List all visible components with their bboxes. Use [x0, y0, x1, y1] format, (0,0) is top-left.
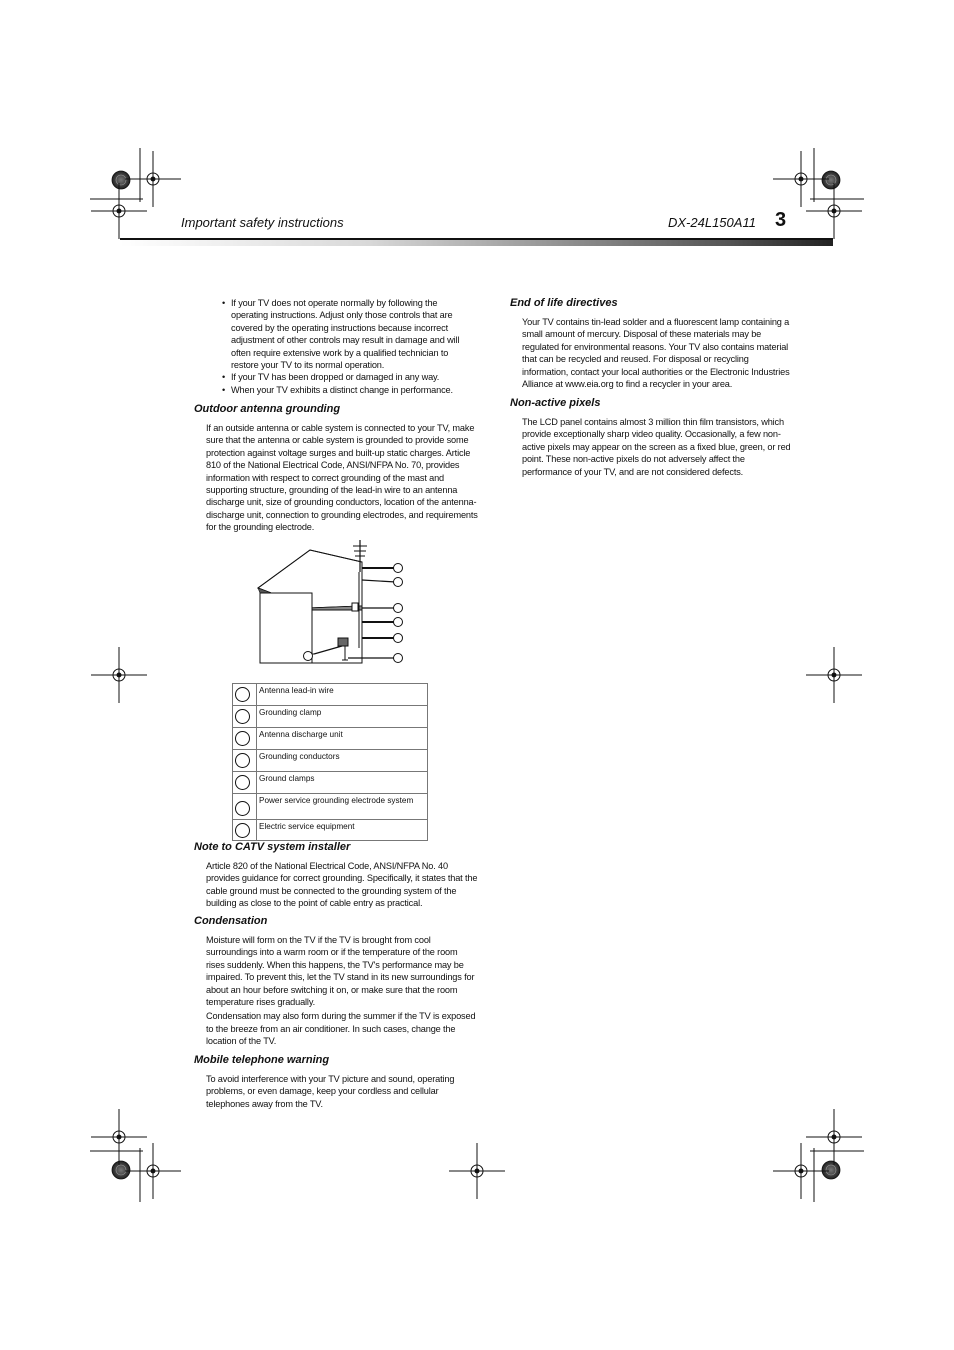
section-heading: Mobile telephone warning — [194, 1054, 330, 1066]
legend-label: Grounding conductors — [257, 750, 428, 772]
section-body: Moisture will form on the TV if the TV is brought from cool surroundings into a warm room or if the temperature of the room rises suddenly. When this happens, the TV's performance may be impaired. To prevent this, let the TV stand in its new surroundings for about an hour before switching it on, or make sure that the room temperature rises gradually. — [206, 935, 475, 1008]
table-row — [233, 750, 428, 772]
section-heading: Note to CATV system installer — [194, 841, 351, 853]
mobile-warning-section — [194, 1054, 478, 1110]
section-body: Your TV contains tin-lead solder and a fluorescent lamp containing a small amount of mercury. Disposal of these materials may be regulated for environmental reasons. Your TV also contains material that can be recycled and reused. For disposal or recycling information, contact your local authorities or the Electronic Industries Alliance at www.eia.org to find a recycler in your area. — [522, 317, 790, 390]
list-item: • If your TV does not operate normally by following the operating instructions. Adjust only those controls that are covered by the operating instructions because incorrect adjustment of other controls may result in damage and will often require extensive work by a qualified technician to restore your TV to its normal operation. — [222, 297, 476, 371]
section-heading: Condensation — [194, 915, 268, 927]
end-of-life-section — [510, 297, 794, 390]
legend-label: Electric service equipment — [257, 820, 428, 841]
table-row — [233, 706, 428, 728]
callout-circle — [235, 801, 250, 816]
section-title: Important safety instructions — [181, 215, 344, 230]
section-heading: Non-active pixels — [510, 397, 601, 409]
table-row — [233, 772, 428, 794]
catv-section — [194, 841, 478, 910]
legend-label: Antenna discharge unit — [257, 728, 428, 750]
legend-label: Ground clamps — [257, 772, 428, 794]
section-body: Condensation may also form during the summer if the TV is exposed to the breeze from an air conditioner. In such cases, change the location of the TV. — [206, 1011, 476, 1047]
diagram-legend-table — [232, 683, 428, 841]
antenna-grounding-diagram — [250, 538, 410, 668]
section-body: Article 820 of the National Electrical Code, ANSI/NFPA No. 40 provides guidance for correct grounding. Specifically, it states that the cable ground must be connected to the grounding system of the building as close to the point of cable entry as practical. — [206, 861, 478, 909]
legend-label: Grounding clamp — [257, 706, 428, 728]
outdoor-antenna-section — [194, 403, 478, 534]
table-row — [233, 794, 428, 820]
table-row — [233, 684, 428, 706]
callout-circle — [235, 775, 250, 790]
callout-circle — [235, 823, 250, 838]
section-heading: Outdoor antenna grounding — [194, 403, 341, 415]
callout-circle — [235, 687, 250, 702]
section-heading: End of life directives — [510, 297, 618, 309]
callout-circle — [235, 709, 250, 724]
section-body: If an outside antenna or cable system is connected to your TV, make sure that the antenna or cable system is grounded to provide some protection against voltage surges and built-up static charges. Article 810 of the National Electrical Code, ANSI/NFPA No. 70, provides information with respect to correct grounding of the mast and supporting structure, grounding of the lead-in wire to an antenna discharge unit, size of grounding conductors, location of the antenna-discharge unit, connection to grounding electrodes, and requirements for the grounding electrode. — [206, 423, 478, 533]
legend-label: Antenna lead-in wire — [257, 684, 428, 706]
callout-circle — [235, 731, 250, 746]
callout-circle — [235, 753, 250, 768]
bullet-list — [222, 297, 476, 396]
page-number: 3 — [775, 209, 787, 231]
section-body: To avoid interference with your TV picture and sound, operating problems, or even damage, keep your cordless and cellular telephones away from the TV. — [206, 1074, 455, 1109]
table-row — [233, 728, 428, 750]
non-active-pixels-section — [510, 397, 794, 478]
header-rule-line — [120, 238, 833, 240]
model-number: DX-24L150A11 — [668, 215, 756, 230]
list-item: • If your TV has been dropped or damaged in any way. — [222, 371, 476, 383]
list-item: • When your TV exhibits a distinct change in performance. — [222, 384, 476, 396]
table-row — [233, 820, 428, 841]
section-body: The LCD panel contains almost 3 million thin film transistors, which provide exceptionally sharp video quality. Occasionally, a few non-active pixels may appear on the screen as a fixed blue, green, or red point. These non-active pixels do not adversely affect the performance of your TV, and are not considered defects. — [522, 417, 791, 477]
legend-label: Power service grounding electrode system — [257, 794, 428, 820]
condensation-section — [194, 915, 478, 1048]
